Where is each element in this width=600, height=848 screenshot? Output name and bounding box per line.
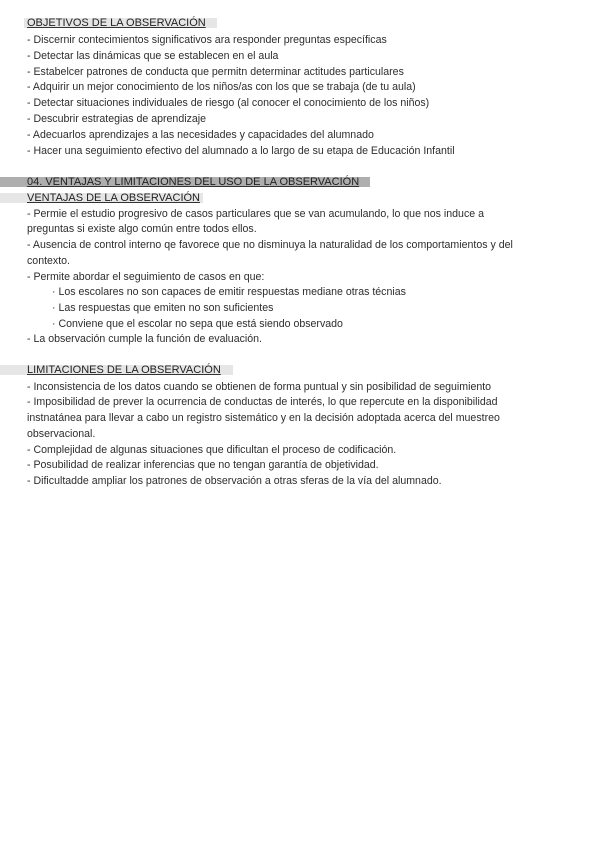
ventajas-line: preguntas si existe algo común entre todos ellos. — [27, 223, 257, 235]
limitaciones-line: observacional. — [27, 428, 96, 440]
objetivos-item: - Adquirir un mejor conocimiento de los niños/as con los que se trabaja (de tu aula) — [27, 81, 416, 93]
ventajas-subitem: · Conviene que el escolar no sepa que está siendo observado — [52, 318, 343, 330]
section-04-heading: 04. VENTAJAS Y LIMITACIONES DEL USO DE LA OBSERVACIÓN — [27, 176, 360, 188]
limitaciones-line: - Inconsistencia de los datos cuando se obtienen de forma puntual y sin posibilidad de seguimiento — [27, 381, 492, 393]
objetivos-item: - Discernir contecimientos significativos ara responder preguntas específicas — [27, 34, 387, 46]
ventajas-line: - Permite abordar el seguimiento de casos en que: — [27, 271, 265, 283]
ventajas-heading: VENTAJAS DE LA OBSERVACIÓN — [27, 192, 200, 204]
objetivos-item: - Detectar las dinámicas que se establecen en el aula — [27, 50, 279, 62]
ventajas-line: - Permie el estudio progresivo de casos particulares que se van acumulando, lo que nos induce a — [27, 208, 484, 220]
ventajas-line: - Ausencia de control interno qe favorece que no disminuya la naturalidad de los comportamientos y del — [27, 239, 513, 251]
objetivos-heading: OBJETIVOS DE LA OBSERVACIÓN — [27, 17, 206, 29]
limitaciones-line: - Complejidad de algunas situaciones que dificultan el proceso de codificación. — [27, 444, 397, 456]
ventajas-line: - La observación cumple la función de evaluación. — [27, 333, 262, 345]
objetivos-item: - Hacer una seguimiento efectivo del alumnado a lo largo de su etapa de Educación Infantil — [27, 145, 455, 157]
objetivos-item: - Adecuarlos aprendizajes a las necesidades y capacidades del alumnado — [27, 129, 374, 141]
limitaciones-line: - Imposibilidad de prever la ocurrencia de conductas de interés, lo que repercute en la disponibilidad — [27, 396, 498, 408]
limitaciones-line: instnatánea para llevar a cabo un registro sistemático y en la decisión adoptada acerca del muestreo — [27, 412, 500, 424]
limitaciones-line: - Posubilidad de realizar inferencias que no tengan garantía de objetividad. — [27, 459, 379, 471]
objetivos-item: - Descubrir estrategias de aprendizaje — [27, 113, 207, 125]
ventajas-subitem: · Las respuestas que emiten no son suficientes — [52, 302, 274, 314]
objetivos-item: - Detectar situaciones individuales de riesgo (al conocer el conocimiento de los niños) — [27, 97, 430, 109]
ventajas-line: contexto. — [27, 255, 70, 267]
limitaciones-line: - Dificultadde ampliar los patrones de observación a otras sferas de la vía del alumnado. — [27, 475, 442, 487]
limitaciones-heading: LIMITACIONES DE LA OBSERVACIÓN — [27, 364, 221, 376]
objetivos-item: - Estabelcer patrones de conducta que permitn determinar actitudes particulares — [27, 66, 404, 78]
ventajas-subitem: · Los escolares no son capaces de emitir respuestas mediane otras técnias — [52, 286, 406, 298]
